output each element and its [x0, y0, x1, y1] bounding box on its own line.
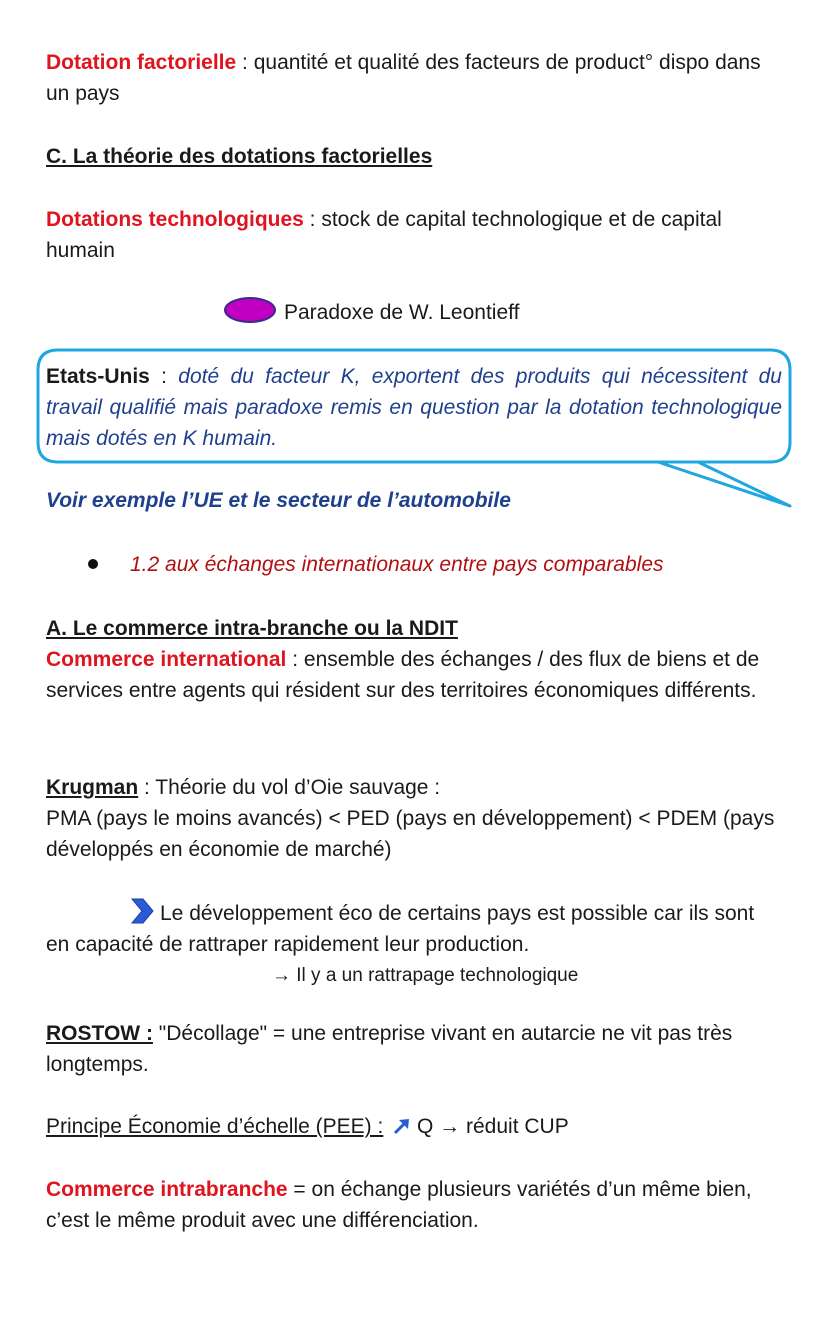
- krugman-hierarchy: PMA (pays le moins avancés) < PED (pays en développement) < PDEM (pays développés en économie de marché): [46, 807, 775, 861]
- leontieff-label: Paradoxe de W. Leontieff: [284, 301, 520, 324]
- term: Dotation factorielle: [46, 51, 237, 74]
- section-heading-a: A. Le commerce intra-branche ou la NDIT: [46, 617, 458, 640]
- definition-dotations-technologiques: [46, 204, 782, 266]
- bullet-icon: [88, 559, 98, 569]
- leontieff-line: [224, 297, 782, 328]
- rostow-name: ROSTOW :: [46, 1022, 153, 1045]
- speech-bubble: [38, 350, 790, 462]
- bubble-subject: Etats-Unis: [46, 365, 150, 388]
- definition-commerce-international: [46, 644, 782, 706]
- bubble-separator: :: [149, 365, 179, 388]
- magenta-oval-icon: [224, 297, 276, 323]
- bubble-body: doté du facteur K, exportent des produits qui nécessitent du travail qualifié mais paradoxe remis en question par la dotation technologique mais dotés en K humain.: [46, 365, 782, 450]
- chevron-right-icon: [130, 898, 154, 924]
- arrow-up-right-icon: [393, 1117, 411, 1135]
- definition-text: : stock de capital technologique et de capital humain: [46, 208, 722, 262]
- section-heading-c: C. La théorie des dotations factorielles: [46, 145, 433, 168]
- term: Dotations technologiques: [46, 208, 304, 231]
- term: Commerce intrabranche: [46, 1178, 288, 1201]
- pee-formula: Q → réduit CUP: [411, 1115, 569, 1138]
- krugman-title: : Théorie du vol d’Oie sauvage :: [138, 776, 441, 799]
- bullet-item: 1.2 aux échanges internationaux entre pays comparables: [130, 553, 664, 576]
- development-text: Le développement éco de certains pays est possible car ils sont en capacité de rattraper rapidement leur production.: [46, 902, 755, 956]
- rattrapage-line: → Il y a un rattrapage technologique: [272, 965, 579, 986]
- definition-commerce-intrabranche: [46, 1174, 782, 1236]
- pee-label: Principe Économie d’échelle (PEE) :: [46, 1115, 384, 1138]
- development-paragraph: [46, 898, 782, 960]
- voir-exemple: Voir exemple l’UE et le secteur de l’automobile: [46, 489, 511, 512]
- definition-text: = on échange plusieurs variétés d’un même bien, c’est le même produit avec une différenciation.: [46, 1178, 752, 1232]
- definition-text: : ensemble des échanges / des flux de biens et de services entre agents qui résident sur des territoires économiques différents.: [46, 648, 760, 702]
- term: Commerce international: [46, 648, 287, 671]
- krugman-paragraph: [46, 772, 782, 865]
- bubble-text: [46, 361, 782, 454]
- pee-line: [46, 1111, 782, 1142]
- krugman-name: Krugman: [46, 776, 139, 799]
- definition-dotation-factorielle: [46, 47, 782, 109]
- definition-text: : quantité et qualité des facteurs de product° dispo dans un pays: [46, 51, 761, 105]
- rostow-paragraph: [46, 1018, 782, 1080]
- rostow-text: "Décollage" = une entreprise vivant en autarcie ne vit pas très longtemps.: [46, 1022, 733, 1076]
